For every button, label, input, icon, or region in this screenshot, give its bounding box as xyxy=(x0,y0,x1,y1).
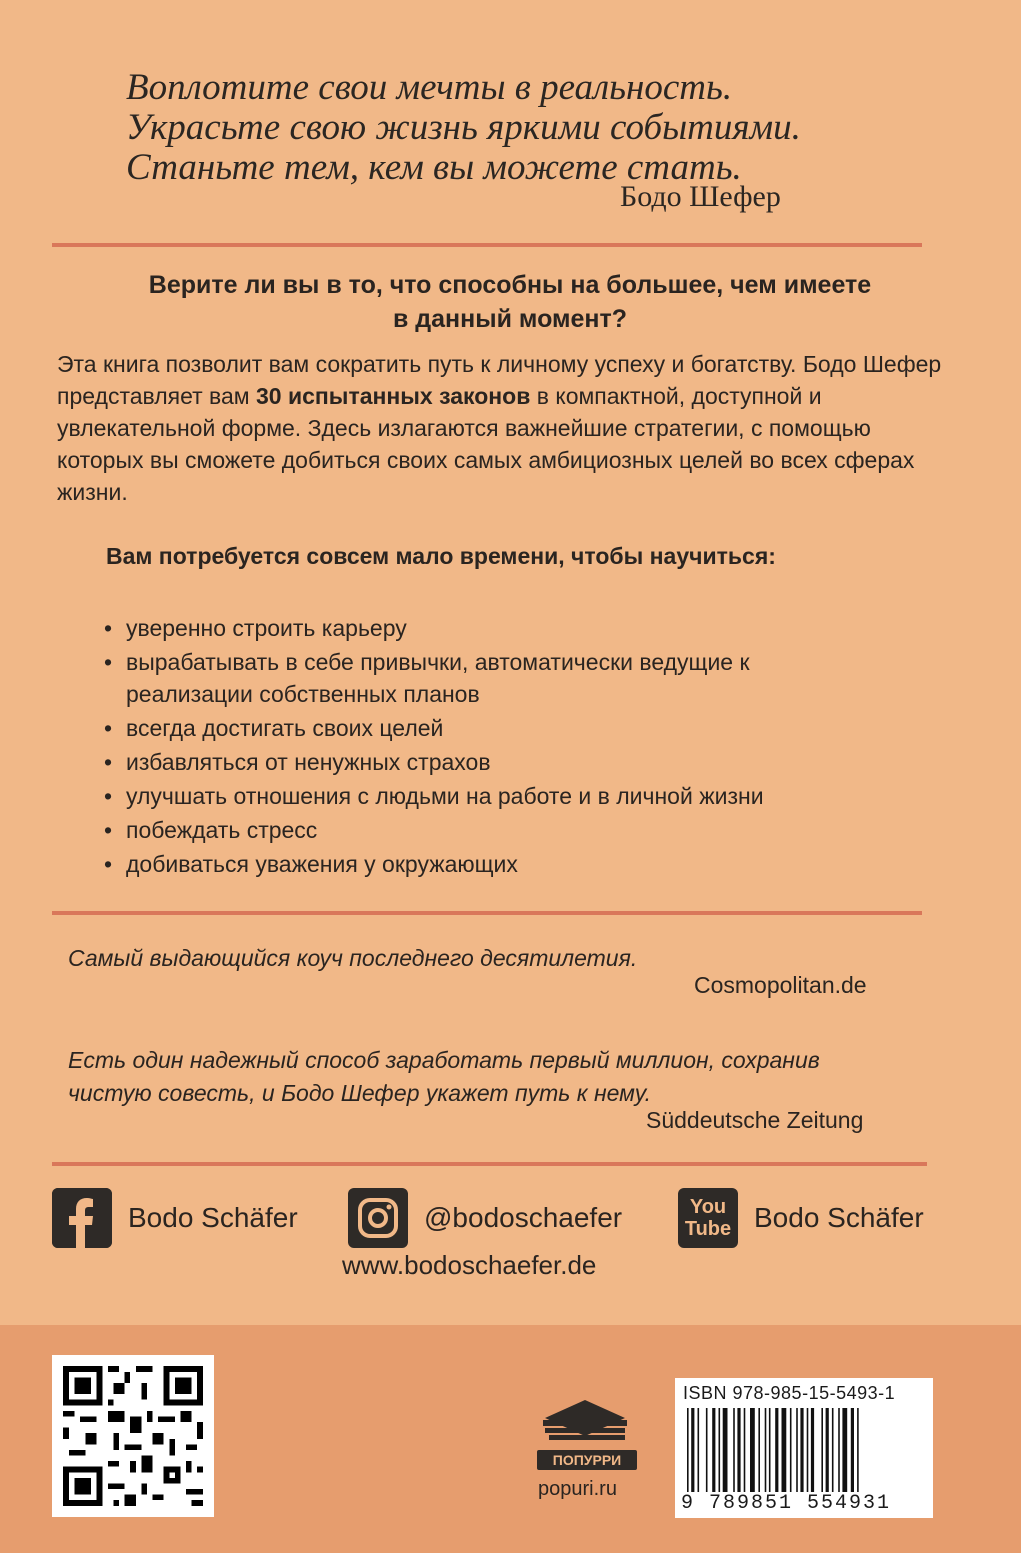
review-quote: Есть один надежный способ заработать первый миллион, сохранив чистую совесть, и Бодо Шефер укажет путь к нему. xyxy=(68,1047,820,1106)
facebook-link[interactable] xyxy=(52,1188,298,1248)
review-source: Süddeutsche Zeitung xyxy=(646,1107,864,1133)
isbn-barcode xyxy=(675,1378,933,1518)
isbn-label: ISBN 978-985-15-5493-1 xyxy=(683,1383,896,1403)
barcode-digits: 9 789851 554931 xyxy=(681,1492,892,1515)
website-link[interactable]: www.bodoschaefer.de xyxy=(342,1250,597,1280)
headline-line: Верите ли вы в то, что способны на большее, чем имеете xyxy=(148,271,872,299)
epigraph-line: Станьте тем, кем вы можете стать. xyxy=(126,147,742,188)
list-heading: Вам потребуется совсем мало времени, чтобы научиться: xyxy=(106,543,776,569)
review-source: Cosmopolitan.de xyxy=(694,972,867,998)
barcode-bars xyxy=(687,1408,923,1492)
facebook-label: Bodo Schäfer xyxy=(128,1202,298,1233)
instagram-label: @bodoschaefer xyxy=(424,1202,623,1233)
youtube-icon-text: You xyxy=(689,1196,727,1218)
youtube-link[interactable] xyxy=(678,1188,924,1248)
list-item: • всегда достигать своих целей xyxy=(104,712,954,744)
benefits-list xyxy=(104,612,954,882)
list-item: • добиваться уважения у окружающих xyxy=(104,848,954,880)
social-links xyxy=(50,1188,950,1258)
list-item: • побеждать стресс xyxy=(104,814,954,846)
list-item: • вырабатывать в себе привычки, автоматически ведущие к реализации собственных планов xyxy=(104,646,846,710)
facebook-icon xyxy=(52,1188,112,1248)
epigraph xyxy=(126,68,846,188)
publisher-site: popuri.ru xyxy=(538,1478,617,1500)
instagram-link[interactable] xyxy=(348,1188,622,1248)
divider-bottom xyxy=(52,1162,927,1166)
intro-bold: 30 испытанных законов xyxy=(256,383,531,409)
list-item: • уверенно строить карьеру xyxy=(104,612,954,644)
youtube-label: Bodo Schäfer xyxy=(754,1202,924,1233)
list-item: • улучшать отношения с людьми на работе и в личной жизни xyxy=(104,780,954,812)
review-quote: Самый выдающийся коуч последнего десятилетия. xyxy=(68,945,638,971)
instagram-icon xyxy=(348,1188,408,1248)
divider-top xyxy=(52,243,922,247)
intro-paragraph xyxy=(57,348,957,508)
intro-text: в компактной, доступной и увлекательной форме. Здесь излагаются важнейшие стратегии, с помощью которых вы сможете добиться своих самых амбициозных целей во всех сферах жизни. xyxy=(57,383,915,505)
youtube-icon xyxy=(678,1188,738,1248)
epigraph-line: Украсьте свою жизнь яркими событиями. xyxy=(126,107,801,148)
intro-text: Эта книга позволит вам сократить путь к личному успеху и богатству. Бодо Шефер представляет вам xyxy=(57,351,942,409)
divider-middle xyxy=(52,911,922,915)
youtube-icon-text: Tube xyxy=(684,1218,732,1240)
publisher-name: ПОПУРРИ xyxy=(552,1452,622,1468)
headline xyxy=(40,268,980,336)
epigraph-line: Воплотите свои мечты в реальность. xyxy=(126,67,733,108)
qr-code xyxy=(52,1355,214,1517)
list-item: • избавляться от ненужных страхов xyxy=(104,746,954,778)
headline-line: в данный момент? xyxy=(392,305,628,333)
publisher-logo xyxy=(527,1390,647,1477)
epigraph-author: Бодо Шефер xyxy=(620,180,781,213)
